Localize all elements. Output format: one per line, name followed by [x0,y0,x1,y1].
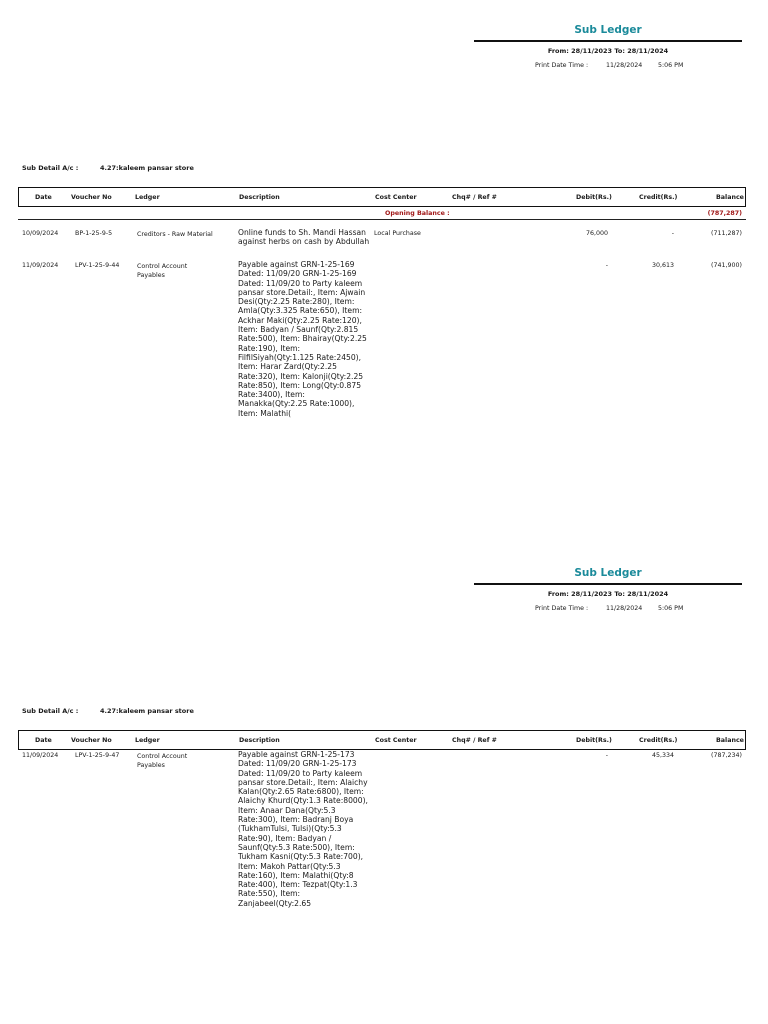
print-label: Print Date Time : [535,605,589,612]
col-chq: Chq# / Ref # [452,737,497,744]
col-cost-center: Cost Center [375,194,417,201]
print-label: Print Date Time : [535,62,589,69]
row-balance: (787,234) [711,752,742,759]
title-rule [474,40,742,42]
title-rule [474,583,742,585]
table-header [18,730,746,750]
col-cost-center: Cost Center [375,737,417,744]
report-title: Sub Ledger [574,24,642,36]
row-debit: - [605,262,608,269]
row-description: Payable against GRN-1-25-169 Dated: 11/09/20 GRN-1-25-169 Dated: 11/09/20 to Party kaleem pansar store.Detail:, Item: Ajwain Desi(Qty:2.25 Rate:280), Item: Amla(Qty:3.325 Rate:650), Item: Ackhar Maki(Qty:2.25 Rate:120), Item: Badyan / Saunf(Qty:2.815 Rate:500), Item: Bhairay(Qty:2.25 Rate:190), Item: FilfilSiyah(Qty:1.125 Rate:2450), Item: Harar Zard(Qty:2.25 Rate:320), Item: Kalonji(Qty:2.25 Rate:850), Item: Long(Qty:0.875 Rate:3400), Item: Manakka(Qty:2.25 Rate:1000), Item: Malathi( [238,260,367,418]
col-ledger: Ledger [135,737,160,744]
row-voucher: LPV-1-25-9-44 [75,262,120,269]
col-description: Description [239,737,280,744]
print-date: 11/28/2024 [606,62,643,69]
row-voucher: BP-1-25-9-5 [75,230,113,237]
col-description: Description [239,194,280,201]
row-description: Online funds to Sh. Mandi Hassan against herbs on cash by Abdullah [238,228,370,247]
date-range: From: 28/11/2023 To: 28/11/2024 [547,590,669,598]
col-debit: Debit(Rs.) [576,737,612,744]
row-ledger: Creditors - Raw Material [137,231,213,238]
row-credit: - [671,230,674,237]
report-title: Sub Ledger [574,567,642,579]
row-balance: (741,900) [711,262,742,269]
row-credit: 30,613 [651,262,674,269]
row-date: 11/09/2024 [22,752,59,759]
col-ledger: Ledger [135,194,160,201]
row-ledger: Control Account Payables [137,263,188,279]
sub-detail-label: Sub Detail A/c : [22,707,79,715]
ledger-page-2 [0,543,768,1024]
row-credit: 45,334 [651,752,674,759]
row-cost-center: Local Purchase [374,230,421,237]
opening-balance-rule [18,219,746,220]
col-chq: Chq# / Ref # [452,194,497,201]
row-description: Payable against GRN-1-25-173 Dated: 11/09/20 GRN-1-25-173 Dated: 11/09/20 to Party kaleem pansar store.Detail:, Item: Alaichy Kalan(Qty:2.65 Rate:6800), Item: Alaichy Khurd(Qty:1.3 Rate:8000), Item: Anaar Dana(Qty:5.3 Rate:300), Item: Badranj Boya (TukhamTulsi, Tulsi)(Qty:5.3 Rate:90), Item: Badyan / Saunf(Qty:5.3 Rate:500), Item: Tukham Kasni(Qty:5.3 Rate:700), Item: Makoh Pattar(Qty:5.3 Rate:160), Item: Malathi(Qty:8 Rate:400), Item: Tezpat(Qty:1.3 Rate:550), Item: Zanjabeel(Qty:2.65 [238,750,368,908]
sub-detail [22,707,194,715]
sub-detail-value: 4.27:kaleem pansar store [100,707,194,715]
table-header [18,187,746,207]
row-voucher: LPV-1-25-9-47 [75,752,120,759]
sub-detail-value: 4.27:kaleem pansar store [100,164,194,172]
col-debit: Debit(Rs.) [576,194,612,201]
sub-detail [22,164,194,172]
row-debit: - [605,752,608,759]
print-date: 11/28/2024 [606,605,643,612]
col-credit: Credit(Rs.) [639,737,678,744]
col-voucher: Voucher No [71,194,112,201]
date-range: From: 28/11/2023 To: 28/11/2024 [547,47,669,55]
print-time: 5:06 PM [658,605,684,612]
row-date: 10/09/2024 [22,230,59,237]
col-voucher: Voucher No [71,737,112,744]
print-time: 5:06 PM [658,62,684,69]
row-balance: (711,287) [711,230,742,237]
row-ledger: Control Account Payables [137,753,188,769]
opening-balance-label: Opening Balance : [385,210,450,217]
opening-balance-value: (787,287) [707,210,742,217]
sub-detail-label: Sub Detail A/c : [22,164,79,172]
col-date: Date [35,737,52,744]
col-credit: Credit(Rs.) [639,194,678,201]
row-date: 11/09/2024 [22,262,59,269]
row-debit: 76,000 [585,230,608,237]
col-date: Date [35,194,52,201]
col-balance: Balance [716,194,744,201]
col-balance: Balance [716,737,744,744]
